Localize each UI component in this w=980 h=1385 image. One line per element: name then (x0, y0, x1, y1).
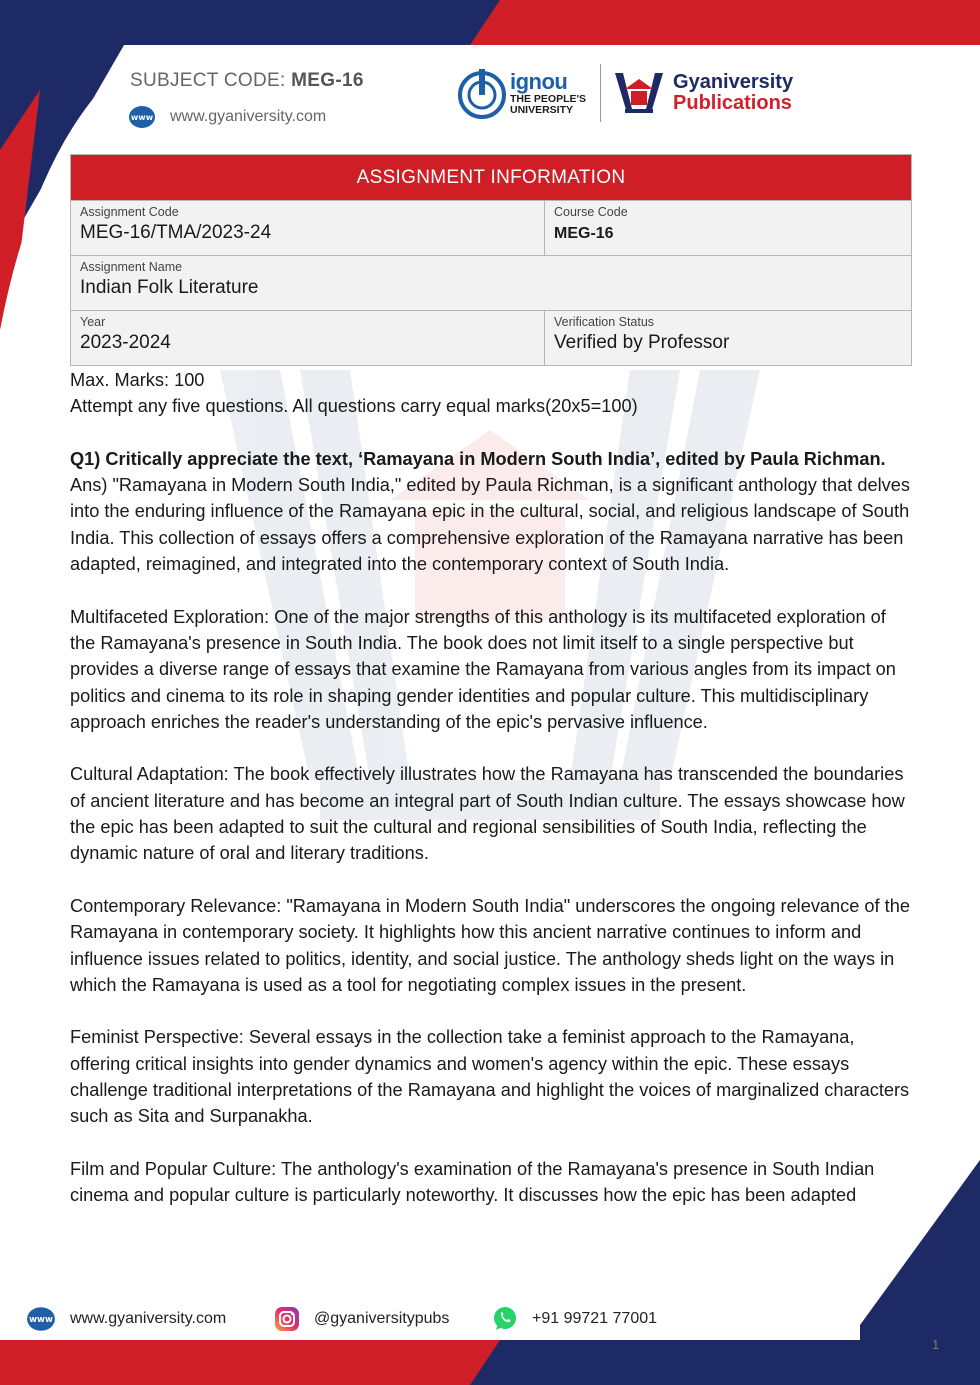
globe-www-icon (26, 1306, 56, 1332)
subject-code-value: MEG-16 (291, 70, 364, 91)
question-1: Q1) Critically appreciate the text, ‘Ramayana in Modern South India’, edited by Paula Richman. (70, 448, 886, 469)
svg-text:www: www (29, 1315, 53, 1326)
assignment-name-value: Indian Folk Literature (80, 277, 259, 298)
paragraph-cultural-adaptation: Cultural Adaptation: The book effectively illustrates how the Ramayana has transcended the boundaries of ancient literature and has become an integral part of South Indian culture. The essays showcase how the epic has been adapted to suit the cultural and regional sensibilities of South India, reflecting the dynamic nature of oral and literary traditions. (70, 764, 905, 864)
footer-phone-text: +91 99721 77001 (532, 1310, 658, 1327)
info-row-year (71, 310, 911, 365)
assignment-name-label: Assignment Name (80, 260, 183, 274)
verification-status-label: Verification Status (554, 315, 655, 329)
page-number: 1 (932, 1337, 940, 1352)
year-label: Year (80, 315, 106, 329)
info-row-codes (71, 200, 911, 255)
logo-divider (600, 64, 601, 122)
paragraph-contemporary-relevance: Contemporary Relevance: "Ramayana in Modern South India" underscores the ongoing relevance of the Ramayana in contemporary society. It highlights how this ancient narrative continues to inform and influence issues related to politics, identity, and social justice. The anthology sheds light on the ways in which the Ramayana is used as a tool for negotiating complex issues in the present. (70, 895, 910, 995)
assignment-code-cell (71, 201, 545, 255)
ignou-tagline-1: THE PEOPLE'S (510, 92, 587, 105)
verification-status-value: Verified by Professor (554, 332, 730, 353)
verification-status-cell (545, 311, 911, 365)
course-code-label: Course Code (554, 205, 628, 219)
footer-website-text: www.gyaniversity.com (70, 1310, 227, 1327)
publisher-name: Gyaniversity (673, 71, 794, 93)
ignou-logo-text (510, 68, 587, 116)
header-website[interactable] (128, 105, 326, 129)
ignou-tagline-2: UNIVERSITY (510, 104, 574, 116)
paragraph-multifaceted-exploration: Multifaceted Exploration: One of the major strengths of this anthology is its multifaceted exploration of the Ramayana's presence in South India. The book does not limit itself to a single perspective but provides a diverse range of essays that examine the Ramayana from various angles from its impact on politics and cinema to its role in shaping gender identities and popular culture. This multidisciplinary approach enriches the reader's understanding of the epic's pervasive influence. (70, 606, 896, 732)
whatsapp-icon (492, 1306, 518, 1332)
assignment-info-heading: ASSIGNMENT INFORMATION (71, 155, 911, 200)
paragraph-film-popular-culture: Film and Popular Culture: The anthology's examination of the Ramayana's presence in South Indian cinema and popular culture is particularly noteworthy. It discusses how the epic has been adapted (70, 1158, 875, 1206)
instagram-icon (274, 1306, 300, 1332)
footer-instagram[interactable] (274, 1306, 449, 1332)
course-code-value: MEG-16 (554, 225, 614, 242)
answer-paragraph: Ans) "Ramayana in Modern South India," edited by Paula Richman, is a significant anthology that delves into the enduring influence of the Ramayana epic in the cultural, social, and religious landscape of South India. This collection of essays offers a comprehensive exploration of the Ramayana narrative has been adapted, reimagined, and integrated into the contemporary context of South India. (70, 475, 910, 575)
course-code-cell (545, 201, 911, 255)
svg-text:www: www (130, 113, 154, 122)
year-value: 2023-2024 (80, 332, 171, 353)
year-cell (71, 311, 545, 365)
header-website-text: www.gyaniversity.com (170, 108, 327, 125)
info-row-name (71, 255, 911, 310)
footer-instagram-text: @gyaniversitypubs (314, 1310, 450, 1327)
assignment-code-value: MEG-16/TMA/2023-24 (80, 222, 272, 243)
document-body (70, 367, 915, 1209)
gyaniversity-logo-icon (611, 67, 667, 119)
globe-www-icon (128, 105, 156, 129)
ignou-word: ignou (510, 68, 568, 94)
gyaniversity-logo-text (673, 72, 793, 114)
page-header (0, 0, 980, 150)
assignment-info-table (70, 154, 912, 366)
footer-website[interactable] (26, 1306, 226, 1332)
subject-code (130, 70, 364, 92)
ignou-logo-icon (456, 65, 508, 121)
max-marks: Max. Marks: 100 (70, 370, 205, 390)
page-footer (0, 1300, 980, 1340)
assignment-code-label: Assignment Code (80, 205, 179, 219)
subject-code-label: SUBJECT CODE: (130, 70, 292, 91)
publisher-publications: Publications (673, 92, 792, 114)
logos (456, 64, 793, 122)
instructions: Attempt any five questions. All questions carry equal marks(20x5=100) (70, 396, 638, 417)
paragraph-feminist-perspective: Feminist Perspective: Several essays in the collection take a feminist approach to the Ramayana, offering critical insights into gender dynamics and women's agency within the epic. These essays challenge traditional interpretations of the Ramayana and highlight the voices of marginalized characters such as Sita and Surpanakha. (70, 1027, 910, 1127)
assignment-name-cell (71, 256, 911, 310)
footer-phone[interactable] (492, 1306, 657, 1332)
